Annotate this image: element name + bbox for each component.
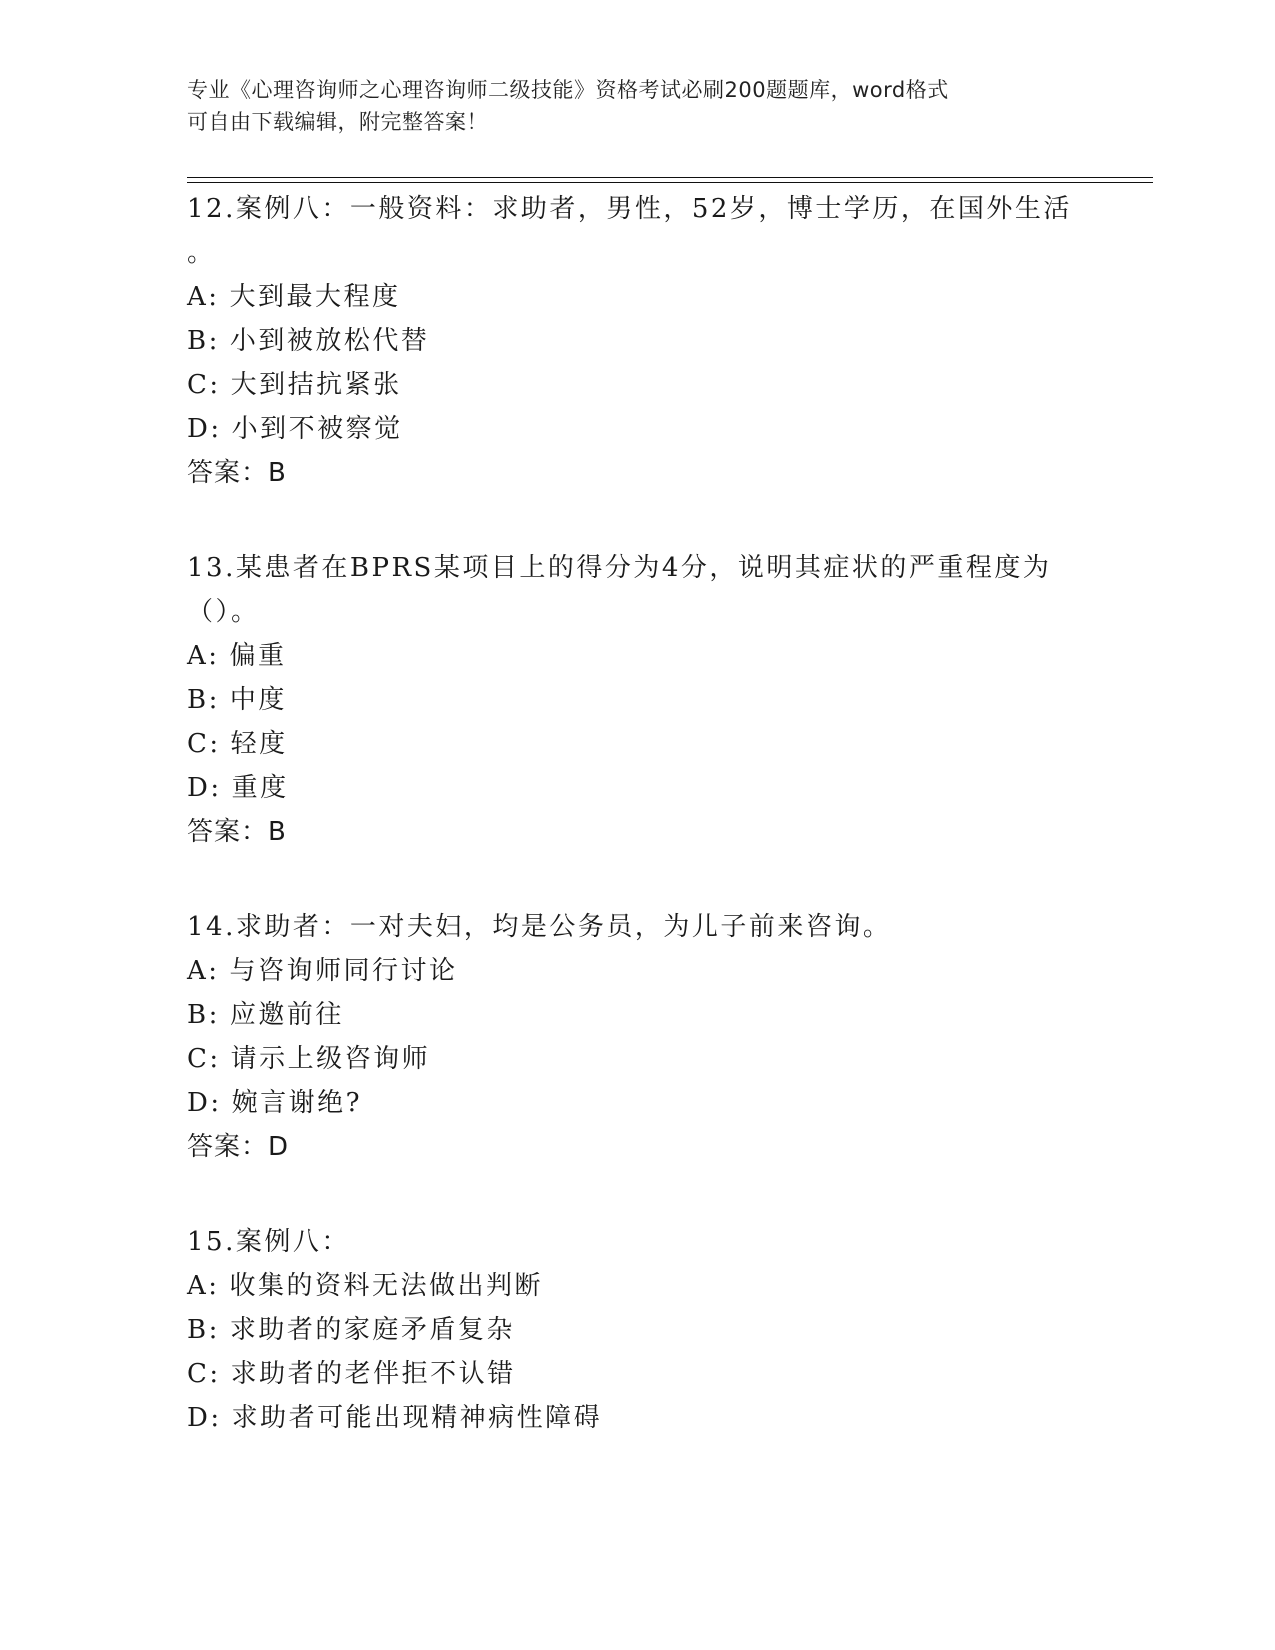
question-15-option-b bbox=[187, 1314, 515, 1346]
option-text: 求助者的老伴拒不认错 bbox=[230, 1359, 516, 1389]
question-13-option-d bbox=[187, 772, 289, 804]
option-text: 求助者的家庭矛盾复杂 bbox=[229, 1315, 515, 1345]
option-prefix: A: bbox=[187, 282, 220, 312]
option-text: 与咨询师同行讨论 bbox=[229, 956, 458, 986]
option-prefix: B: bbox=[187, 685, 220, 715]
option-prefix: C: bbox=[187, 370, 221, 400]
question-15-option-d bbox=[187, 1402, 602, 1434]
option-prefix: B: bbox=[187, 1000, 220, 1030]
option-prefix: B: bbox=[187, 1315, 220, 1345]
option-prefix: D: bbox=[187, 1403, 222, 1433]
question-14-stem: 14.求助者：一对夫妇，均是公务员，为儿子前来咨询。 bbox=[187, 912, 892, 942]
question-13-option-a bbox=[187, 640, 287, 672]
header-line-2: 可自由下载编辑，附完整答案！ bbox=[187, 110, 488, 134]
question-13-stem-continued: （）。 bbox=[187, 597, 260, 627]
header-divider-top bbox=[187, 177, 1153, 178]
question-14-option-a bbox=[187, 955, 458, 987]
option-prefix: A: bbox=[187, 1271, 220, 1301]
option-text: 大到最大程度 bbox=[229, 282, 401, 312]
option-prefix: D: bbox=[187, 773, 222, 803]
question-15-option-a bbox=[187, 1270, 543, 1302]
option-prefix: B: bbox=[187, 326, 220, 356]
question-13-stem: 13.某患者在BPRS某项目上的得分为4分，说明其症状的严重程度为 bbox=[187, 553, 1052, 583]
question-13-option-b bbox=[187, 684, 287, 716]
option-prefix: D: bbox=[187, 414, 222, 444]
option-prefix: C: bbox=[187, 1359, 221, 1389]
option-text: 小到不被察觉 bbox=[231, 414, 403, 444]
question-12-option-a bbox=[187, 281, 401, 313]
question-12-option-b bbox=[187, 325, 429, 357]
option-text: 请示上级咨询师 bbox=[230, 1044, 431, 1074]
document-header bbox=[187, 74, 1067, 138]
question-15-stem: 15.案例八： bbox=[187, 1227, 350, 1257]
question-15-option-c bbox=[187, 1358, 516, 1390]
option-text: 大到拮抗紧张 bbox=[230, 370, 402, 400]
option-prefix: A: bbox=[187, 641, 220, 671]
option-text: 求助者可能出现精神病性障碍 bbox=[231, 1403, 603, 1433]
option-text: 重度 bbox=[231, 773, 289, 803]
question-12-option-d bbox=[187, 413, 403, 445]
option-text: 收集的资料无法做出判断 bbox=[229, 1271, 544, 1301]
option-text: 小到被放松代替 bbox=[229, 326, 430, 356]
question-14-option-c bbox=[187, 1043, 430, 1075]
option-text: 中度 bbox=[229, 685, 287, 715]
question-14-option-d bbox=[187, 1087, 362, 1119]
question-12-answer: 答案：B bbox=[187, 458, 287, 488]
option-prefix: C: bbox=[187, 1044, 221, 1074]
question-13-answer: 答案：B bbox=[187, 817, 287, 847]
question-12-option-c bbox=[187, 369, 402, 401]
option-prefix: C: bbox=[187, 729, 221, 759]
question-12-stem-continued: 。 bbox=[187, 238, 216, 268]
option-text: 偏重 bbox=[229, 641, 287, 671]
question-12-stem: 12.案例八：一般资料：求助者，男性，52岁，博士学历，在国外生活 bbox=[187, 194, 1072, 224]
question-14-answer: 答案：D bbox=[187, 1132, 290, 1162]
option-text: 应邀前往 bbox=[229, 1000, 344, 1030]
question-14-option-b bbox=[187, 999, 344, 1031]
header-divider-bottom bbox=[187, 182, 1153, 183]
option-prefix: A: bbox=[187, 956, 220, 986]
option-prefix: D: bbox=[187, 1088, 222, 1118]
question-13-option-c bbox=[187, 728, 288, 760]
option-text: 婉言谢绝? bbox=[231, 1088, 363, 1118]
header-line-1: 专业《心理咨询师之心理咨询师二级技能》资格考试必刷200题题库，word格式 bbox=[187, 78, 949, 102]
option-text: 轻度 bbox=[230, 729, 288, 759]
